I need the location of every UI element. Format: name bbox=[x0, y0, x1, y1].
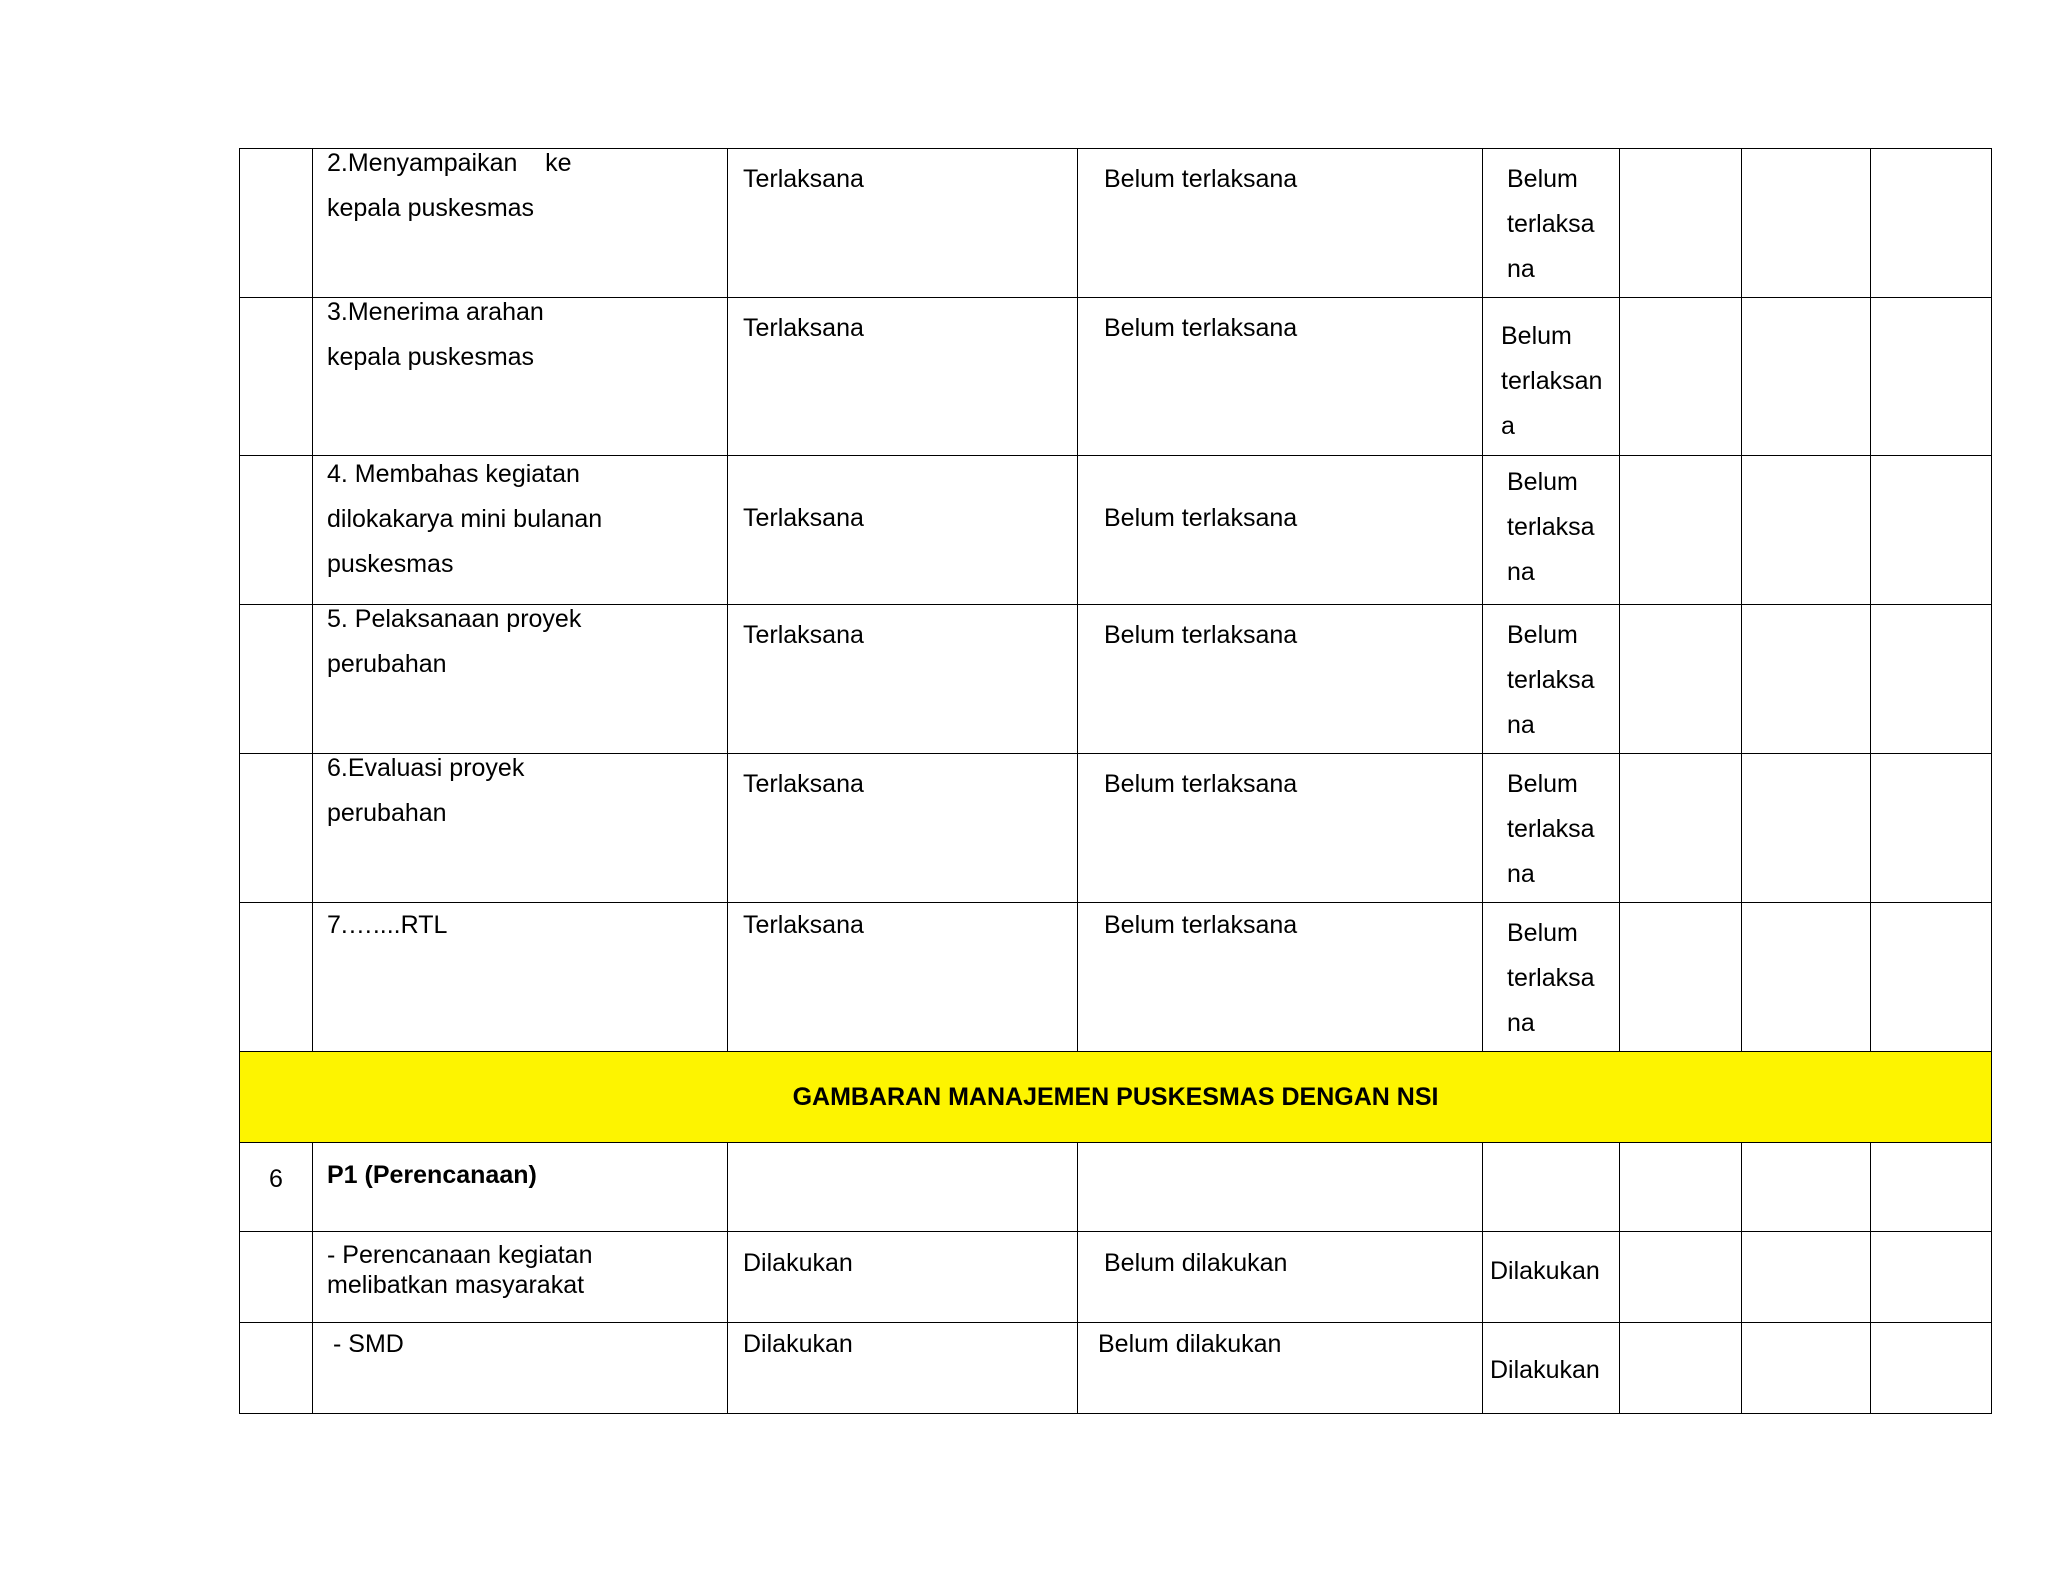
status-c-cell bbox=[1483, 298, 1620, 456]
empty-cell bbox=[1742, 605, 1871, 754]
empty-cell bbox=[1078, 1143, 1483, 1232]
status-b-cell: Belum terlaksana bbox=[1078, 903, 1483, 1052]
status-b-cell: Belum terlaksana bbox=[1078, 456, 1483, 605]
number-cell bbox=[240, 605, 313, 754]
table-row bbox=[240, 903, 1992, 1052]
empty-cell bbox=[728, 1143, 1078, 1232]
status-c-cell: Dilakukan bbox=[1483, 1232, 1620, 1323]
empty-cell bbox=[1871, 298, 1992, 456]
activity-cell bbox=[313, 605, 728, 754]
status-b-cell: Belum terlaksana bbox=[1078, 149, 1483, 298]
activity-cell bbox=[313, 456, 728, 605]
activity-line: dilokakarya mini bulanan bbox=[327, 505, 603, 533]
number-cell bbox=[240, 903, 313, 1052]
activity-line: kepala puskesmas bbox=[327, 194, 535, 222]
number-cell bbox=[240, 149, 313, 298]
activity-line: 5. Pelaksanaan proyek bbox=[327, 605, 582, 633]
status-a-cell: Terlaksana bbox=[728, 456, 1078, 605]
section-banner: GAMBARAN MANAJEMEN PUSKESMAS DENGAN NSI bbox=[240, 1052, 1992, 1143]
empty-cell bbox=[1742, 298, 1871, 456]
status-c-cell bbox=[1483, 456, 1620, 605]
evaluation-table bbox=[239, 148, 1992, 1414]
status-c-line: terlaksa bbox=[1507, 815, 1595, 843]
status-c-line: terlaksan bbox=[1501, 367, 1603, 395]
status-c-line: Belum bbox=[1507, 919, 1578, 947]
activity-line: perubahan bbox=[327, 799, 447, 827]
status-b-cell: Belum terlaksana bbox=[1078, 605, 1483, 754]
empty-cell bbox=[1620, 754, 1742, 903]
status-c-line: terlaksa bbox=[1507, 513, 1595, 541]
status-c-line: Belum bbox=[1507, 621, 1578, 649]
number-cell bbox=[240, 1232, 313, 1323]
status-b-cell: Belum terlaksana bbox=[1078, 754, 1483, 903]
empty-cell bbox=[1871, 149, 1992, 298]
status-c-line: Belum bbox=[1507, 770, 1578, 798]
activity-line: - Perencanaan kegiatan bbox=[327, 1241, 593, 1269]
status-c-cell bbox=[1483, 754, 1620, 903]
activity-cell bbox=[313, 1143, 728, 1232]
status-c-line: na bbox=[1507, 860, 1535, 888]
empty-cell bbox=[1620, 149, 1742, 298]
status-c-line: na bbox=[1507, 711, 1535, 739]
empty-cell bbox=[1620, 1232, 1742, 1323]
empty-cell bbox=[1742, 1143, 1871, 1232]
number-cell bbox=[240, 754, 313, 903]
status-a-cell: Dilakukan bbox=[728, 1323, 1078, 1414]
status-c-line: terlaksa bbox=[1507, 210, 1595, 238]
status-c-line: na bbox=[1507, 558, 1535, 586]
empty-cell bbox=[1742, 754, 1871, 903]
empty-cell bbox=[1620, 903, 1742, 1052]
empty-cell bbox=[1742, 1232, 1871, 1323]
status-c-line: na bbox=[1507, 255, 1535, 283]
status-b-cell: Belum dilakukan bbox=[1078, 1232, 1483, 1323]
status-b-cell: Belum dilakukan bbox=[1078, 1323, 1483, 1414]
status-c-cell: Dilakukan bbox=[1483, 1323, 1620, 1414]
table-row bbox=[240, 605, 1992, 754]
status-c-line: Belum bbox=[1501, 322, 1572, 350]
empty-cell bbox=[1742, 903, 1871, 1052]
status-a-cell: Terlaksana bbox=[728, 903, 1078, 1052]
activity-line: melibatkan masyarakat bbox=[327, 1271, 585, 1299]
empty-cell bbox=[1620, 1323, 1742, 1414]
status-c-cell bbox=[1483, 903, 1620, 1052]
status-c-line: Belum bbox=[1507, 468, 1578, 496]
table-row bbox=[240, 298, 1992, 456]
number-cell bbox=[240, 456, 313, 605]
empty-cell bbox=[1871, 456, 1992, 605]
status-a-cell: Terlaksana bbox=[728, 605, 1078, 754]
status-c-line: Belum bbox=[1507, 165, 1578, 193]
table-row bbox=[240, 456, 1992, 605]
number-cell bbox=[240, 298, 313, 456]
number-cell bbox=[240, 1323, 313, 1414]
section-header-row bbox=[240, 1143, 1992, 1232]
section-number: 6 bbox=[269, 1165, 283, 1193]
empty-cell bbox=[1483, 1143, 1620, 1232]
activity-cell bbox=[313, 754, 728, 903]
table-row bbox=[240, 1323, 1992, 1414]
status-a-cell: Terlaksana bbox=[728, 754, 1078, 903]
status-c-cell bbox=[1483, 149, 1620, 298]
status-a-cell: Dilakukan bbox=[728, 1232, 1078, 1323]
status-a-cell: Terlaksana bbox=[728, 298, 1078, 456]
empty-cell bbox=[1871, 903, 1992, 1052]
activity-line: 4. Membahas kegiatan bbox=[327, 460, 580, 488]
empty-cell bbox=[1620, 605, 1742, 754]
empty-cell bbox=[1620, 298, 1742, 456]
number-cell bbox=[240, 1143, 313, 1232]
empty-cell bbox=[1871, 754, 1992, 903]
activity-line: 2.Menyampaikan ke bbox=[327, 149, 572, 177]
activity-line: kepala puskesmas bbox=[327, 343, 535, 371]
empty-cell bbox=[1871, 1323, 1992, 1414]
status-c-line: terlaksa bbox=[1507, 964, 1595, 992]
activity-line: 7.…....RTL bbox=[327, 911, 448, 939]
empty-cell bbox=[1742, 456, 1871, 605]
activity-line: puskesmas bbox=[327, 550, 454, 578]
empty-cell bbox=[1742, 149, 1871, 298]
status-a-cell: Terlaksana bbox=[728, 149, 1078, 298]
section-banner-row bbox=[240, 1052, 1992, 1143]
table-row bbox=[240, 1232, 1992, 1323]
activity-cell bbox=[313, 903, 728, 1052]
empty-cell bbox=[1871, 1143, 1992, 1232]
section-title: P1 (Perencanaan) bbox=[327, 1161, 537, 1189]
status-c-line: terlaksa bbox=[1507, 666, 1595, 694]
empty-cell bbox=[1871, 1232, 1992, 1323]
empty-cell bbox=[1871, 605, 1992, 754]
activity-cell bbox=[313, 298, 728, 456]
activity-cell bbox=[313, 1232, 728, 1323]
empty-cell bbox=[1742, 1323, 1871, 1414]
activity-line: - SMD bbox=[333, 1330, 404, 1358]
status-c-line: na bbox=[1507, 1009, 1535, 1037]
activity-line: 6.Evaluasi proyek bbox=[327, 754, 525, 782]
empty-cell bbox=[1620, 456, 1742, 605]
status-c-line: a bbox=[1501, 412, 1515, 440]
status-c-cell bbox=[1483, 605, 1620, 754]
empty-cell bbox=[1620, 1143, 1742, 1232]
activity-line: perubahan bbox=[327, 650, 447, 678]
table-row bbox=[240, 754, 1992, 903]
activity-line: 3.Menerima arahan bbox=[327, 298, 544, 326]
status-b-cell: Belum terlaksana bbox=[1078, 298, 1483, 456]
table-row bbox=[240, 149, 1992, 298]
activity-cell bbox=[313, 1323, 728, 1414]
activity-cell bbox=[313, 149, 728, 298]
